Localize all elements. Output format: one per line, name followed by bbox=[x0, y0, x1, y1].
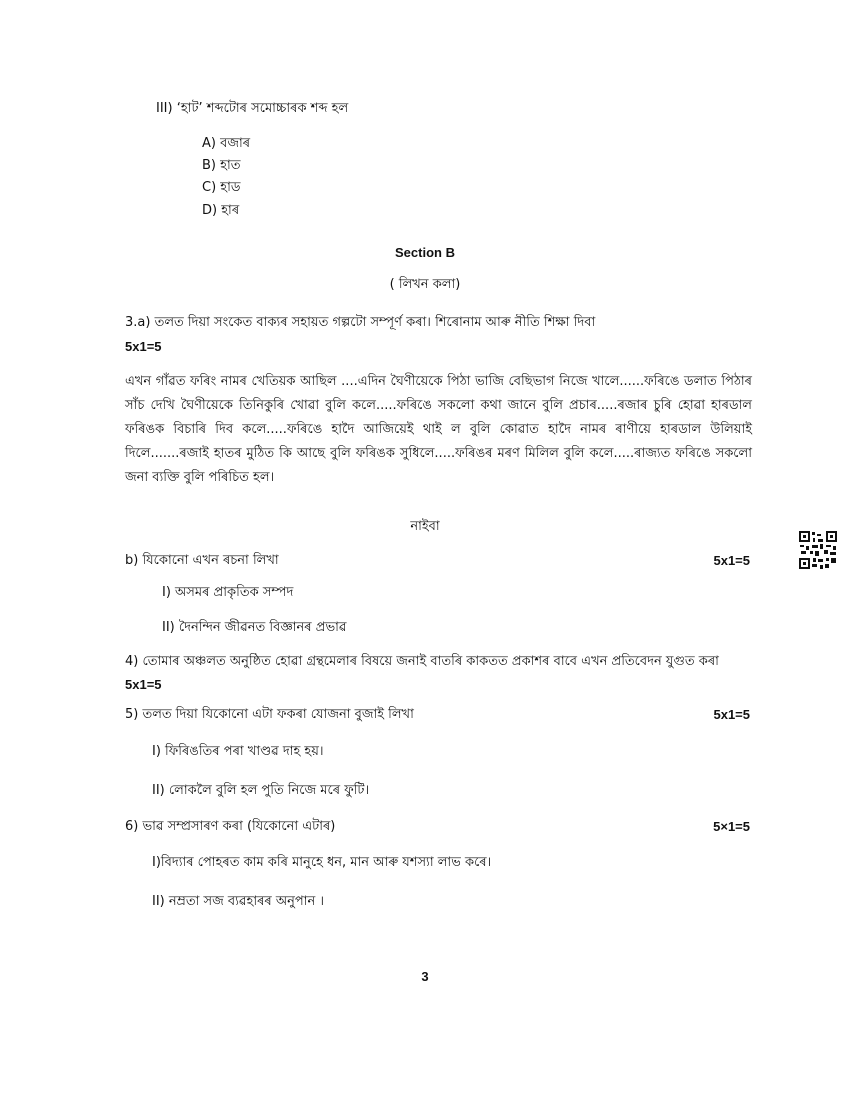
section-title: Section B bbox=[395, 245, 455, 260]
option-b: B) হাত bbox=[202, 158, 241, 173]
question-3a-marks: 5x1=5 bbox=[125, 339, 162, 354]
question-3b-option-2: II) দৈনন্দিন জীৱনত বিজ্ঞানৰ প্ৰভাৱ bbox=[162, 620, 347, 635]
question-3b-marks: 5x1=5 bbox=[713, 553, 750, 568]
question-4-marks: 5x1=5 bbox=[125, 677, 162, 692]
qr-code-icon bbox=[798, 530, 838, 570]
question-3b-prompt: b) যিকোনো এখন ৰচনা লিখা bbox=[125, 553, 279, 568]
question-4-prompt: 4) তোমাৰ অঞ্চলত অনুষ্ঠিত হোৱা গ্ৰন্থমেলাৰ বিষয়ে জনাই বাতৰি কাকতত প্ৰকাশৰ বাবে এখন প্ৰতিবেদন যুগুত কৰা bbox=[125, 654, 719, 669]
question-6-option-2: II) নম্ৰতা সজ ব্যৱহাৰৰ অনুপান । bbox=[152, 894, 325, 909]
question-3a-story: এখন গাঁৱত ফৰিং নামৰ খেতিয়ক আছিল ....এদিন ঘৈণীয়েকে পিঠা ভাজি বেছিভাগ নিজে খালে......ফৰিঙে ডলাত পিঠাৰ সাঁচ দেখি ঘৈণীয়েকে তিনিকুৰি খোৱা বুলি কলে.....ফৰিঙে সকলো কথা জানে বুলি প্ৰচাৰ.....ৰজাৰ চুৰি হোৱা হাৰডাল ফৰিঙক বিচাৰি দিব কলে.....ফৰিঙে হাদৈ আজিয়েই থাই ল বুলি কোৱাত হাদৈ নামৰ ৰাণীয়ে হাৰডাল উলিয়াই দিলে.......ৰজাই হাতৰ মুঠিত কি আছে বুলি ফৰিঙক সুধিলে.....ফৰিঙৰ মৰণ মিলিল বুলি কলে.....ৰাজ্যত ফৰিঙে সকলো জনা ব্যক্তি বুলি পৰিচিত হল। bbox=[125, 374, 752, 485]
question-5-option-2: II) লোকলৈ বুলি হল পুতি নিজে মৰে ফুটি। bbox=[152, 783, 370, 798]
question-2-iii-stem: III) ‘হাট’ শব্দটোৰ সমোচ্চাৰক শব্দ হল bbox=[156, 101, 349, 116]
question-5-option-1: I) ফিৰিঙতিৰ পৰা খাণ্ডৱ দাহ হয়। bbox=[152, 744, 324, 759]
question-6-option-1: I)বিদ্যাৰ পোহৰত কাম কৰি মানুহে ধন, মান আৰু যশস্যা লাভ কৰে। bbox=[152, 855, 492, 870]
option-c: C) হাড bbox=[202, 180, 241, 195]
option-a: A) বজাৰ bbox=[202, 136, 251, 151]
or-divider: নাইবা bbox=[410, 519, 440, 534]
page-number: 3 bbox=[421, 969, 429, 984]
question-6-marks: 5×1=5 bbox=[713, 819, 750, 834]
question-5-prompt: 5) তলত দিয়া যিকোনো এটা ফকৰা যোজনা বুজাই লিখা bbox=[125, 707, 414, 722]
question-3b-option-1: I) অসমৰ প্ৰাকৃতিক সম্পদ bbox=[162, 585, 294, 600]
question-3a-prompt: 3.a) তলত দিয়া সংকেত বাক্যৰ সহায়ত গল্পটো সম্পূৰ্ণ কৰা। শিৰোনাম আৰু নীতি শিক্ষা দিবা bbox=[125, 315, 596, 330]
question-6-prompt: 6) ভাৱ সম্প্ৰসাৰণ কৰা (যিকোনো এটাৰ) bbox=[125, 819, 336, 834]
question-5-marks: 5x1=5 bbox=[713, 707, 750, 722]
option-d: D) হাৰ bbox=[202, 203, 240, 218]
section-subtitle: ( লিখন কলা) bbox=[389, 277, 461, 292]
